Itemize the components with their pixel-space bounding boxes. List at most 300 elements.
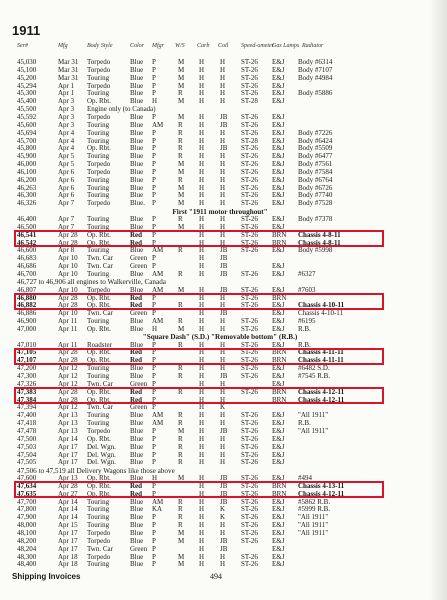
cell-serial: 45,500 xyxy=(17,105,37,114)
cell-date: Apr 17 xyxy=(58,536,78,545)
cell-speed: ST-26 xyxy=(241,120,258,129)
cell-mfgr: AM xyxy=(152,285,164,294)
cell-carb: H xyxy=(199,458,205,467)
cell-date: Apr 4 xyxy=(58,128,75,137)
cell-speed: ST-26 xyxy=(241,152,258,161)
cell-mfgr: P xyxy=(152,191,156,200)
cell-mfgr: P xyxy=(152,348,156,357)
cell-carb: H xyxy=(199,474,205,483)
cell-rad: Body #6477 xyxy=(298,152,333,161)
cell-style: Op. Rbt. xyxy=(87,324,111,333)
cell-ws: R xyxy=(178,317,183,326)
cell-rad: #6482 S.D. xyxy=(298,364,330,373)
cell-serial: 46,300 xyxy=(17,191,37,200)
cell-gas: E&J xyxy=(272,246,285,255)
cell-ws: R xyxy=(178,136,183,145)
cell-style: Touring xyxy=(87,246,110,255)
cell-mfgr: P xyxy=(152,65,156,74)
cell-rad: Body #5886 xyxy=(298,89,333,98)
cell-style: Touring xyxy=(87,175,110,184)
cell-rad: #5862 R.B. xyxy=(298,497,331,506)
cell-coil: JB xyxy=(220,497,228,506)
cell-ws: R xyxy=(178,497,183,506)
cell-carb: H xyxy=(199,317,205,326)
cell-color: Blue xyxy=(130,434,144,443)
cell-color: Red xyxy=(130,238,143,247)
cell-gas: E&J xyxy=(272,128,285,137)
table-row xyxy=(0,67,440,74)
cell-ws: R xyxy=(178,450,183,459)
cell-mfgr: P xyxy=(152,112,156,121)
cell-serial: 46,900 xyxy=(17,317,37,326)
cell-rad: Body #5998 xyxy=(298,246,333,255)
cell-gas: E&J xyxy=(272,426,285,435)
cell-style: Torpedo xyxy=(87,529,111,537)
table-row xyxy=(0,122,440,129)
cell-gas: E&J xyxy=(272,529,285,537)
cell-rad: Body #6764 xyxy=(298,175,333,184)
cell-speed: ST-26 xyxy=(241,293,258,302)
cell-date: Apr 14 xyxy=(58,513,78,522)
cell-coil: H xyxy=(220,395,226,404)
cell-speed: ST-26 xyxy=(241,81,258,90)
cell-carb: H xyxy=(199,387,205,396)
cell-carb: H xyxy=(199,481,205,490)
cell-ws: M xyxy=(178,426,185,435)
cell-ws: M xyxy=(178,183,185,192)
cell-speed: ST-26 xyxy=(241,521,258,530)
table-row xyxy=(0,475,440,482)
cell-color: Blue xyxy=(130,317,144,326)
cell-carb: H xyxy=(199,269,205,278)
cell-mfgr: P xyxy=(152,489,156,498)
cell-serial: 47,105 xyxy=(17,348,37,357)
cell-carb: H xyxy=(199,442,205,451)
cell-serial: 45,030 xyxy=(17,58,37,66)
cell-coil: JB xyxy=(220,544,228,553)
cell-style: Touring xyxy=(87,183,110,192)
cell-carb: H xyxy=(199,120,205,129)
cell-carb: H xyxy=(199,379,205,388)
cell-gas: E&J xyxy=(272,97,285,106)
cell-carb: H xyxy=(199,560,205,569)
cell-date: Mar 31 xyxy=(58,58,79,66)
cell-date: Apr 12 xyxy=(58,364,78,373)
cell-gas: E&J xyxy=(272,536,285,545)
table-note-text: First "1911 motor throughout" xyxy=(172,207,268,216)
cell-carb: H xyxy=(199,230,205,239)
cell-gas: E&J xyxy=(272,215,285,223)
cell-coil: H xyxy=(220,434,226,443)
cell-style: Torpedo xyxy=(87,426,111,435)
table-row xyxy=(0,436,440,443)
cell-mfgr: P xyxy=(152,450,156,459)
cell-rad: #494 xyxy=(298,474,312,483)
cell-carb: H xyxy=(199,215,205,223)
cell-date: Apr 17 xyxy=(58,450,78,459)
cell-date: Apr 17 xyxy=(58,442,78,451)
cell-color: Blue xyxy=(130,411,144,420)
cell-speed: ST-26 xyxy=(241,191,258,200)
cell-speed: ST-26 xyxy=(241,560,258,569)
cell-mfgr: P xyxy=(152,262,156,271)
cell-style: Torpedo xyxy=(87,112,111,121)
cell-date: Apr 6 xyxy=(58,183,75,192)
cell-serial: 47,600 xyxy=(17,474,37,483)
cell-date: Apr 14 xyxy=(58,505,78,514)
cell-serial: 46,100 xyxy=(17,167,37,176)
cell-carb: H xyxy=(199,65,205,74)
cell-rad: Body #7740 xyxy=(298,191,333,200)
cell-color: Red xyxy=(130,348,143,357)
cell-serial: 47,400 xyxy=(17,411,37,420)
cell-ws: R xyxy=(178,144,183,153)
cell-coil: JB xyxy=(220,120,228,129)
cell-color: Blue xyxy=(130,269,144,278)
cell-serial: 47,200 xyxy=(17,364,37,373)
cell-coil: H xyxy=(220,152,226,161)
cell-date: Apr 27 xyxy=(58,489,78,498)
cell-speed: ST-26 xyxy=(241,458,258,467)
cell-color: Blue xyxy=(130,450,144,459)
cell-carb: H xyxy=(199,426,205,435)
cell-date: Apr 3 xyxy=(58,105,75,114)
cell-date: Apr 7 xyxy=(58,215,75,223)
cell-color: Blue xyxy=(130,120,144,129)
cell-coil: H xyxy=(220,73,226,82)
table-row xyxy=(0,271,440,278)
cell-gas: E&J xyxy=(272,505,285,514)
cell-date: Apr 7 xyxy=(58,199,75,208)
cell-color: Blue xyxy=(130,175,144,184)
cell-gas: BRN xyxy=(272,230,287,239)
table-note-text: "Square Dash" (S.D.) "Removable bottom" (R.B.) xyxy=(142,333,298,342)
cell-mfgr: P xyxy=(152,238,156,247)
table-row xyxy=(0,381,440,388)
table-row xyxy=(0,326,440,333)
cell-style: Engine only (to Canada) xyxy=(87,105,156,114)
table-row xyxy=(0,75,440,82)
cell-ws: R xyxy=(178,340,183,349)
cell-mfgr: P xyxy=(152,293,156,302)
cell-coil: H xyxy=(220,199,226,208)
cell-style: Twn. Car xyxy=(87,544,113,553)
cell-coil: H xyxy=(220,379,226,388)
cell-serial: 46,263 xyxy=(17,183,37,192)
cell-style: Op. Rbt. xyxy=(87,348,111,357)
cell-color: Green xyxy=(130,544,148,553)
cell-mfgr: AM xyxy=(152,246,164,255)
cell-mfgr: P xyxy=(152,434,156,443)
cell-date: Apr 28 xyxy=(58,348,78,357)
cell-coil: H xyxy=(220,136,226,145)
cell-date: Apr 28 xyxy=(58,238,78,247)
cell-gas: E&J xyxy=(272,434,285,443)
cell-speed: ST-26 xyxy=(241,505,258,514)
cell-date: Apr 5 xyxy=(58,152,75,161)
cell-speed: ST-26 xyxy=(241,497,258,506)
cell-color: Blue xyxy=(130,97,144,106)
cell-gas: E&J xyxy=(272,513,285,522)
cell-color: Blue xyxy=(130,536,144,545)
column-header-style: Body Style xyxy=(87,43,113,49)
cell-carb: H xyxy=(199,450,205,459)
cell-mfgr: AM xyxy=(152,419,164,428)
cell-serial: 47,900 xyxy=(17,513,37,522)
cell-serial: 46,000 xyxy=(17,160,37,169)
cell-rad: Chassis 4-10-11 xyxy=(298,309,344,318)
cell-date: Apr 15 xyxy=(58,521,78,530)
cell-mfgr: P xyxy=(152,442,156,451)
cell-speed: ST-26 xyxy=(241,175,258,184)
cell-coil: H xyxy=(220,458,226,467)
cell-gas: E&J xyxy=(272,544,285,553)
cell-carb: H xyxy=(199,521,205,530)
table-row xyxy=(0,538,440,545)
cell-coil: JB xyxy=(220,144,228,153)
cell-ws: M xyxy=(178,536,185,545)
cell-coil: H xyxy=(220,529,226,537)
cell-color: Blue xyxy=(130,183,144,192)
cell-color: Red xyxy=(130,481,143,490)
cell-gas: E&J xyxy=(272,65,285,74)
cell-color: Green xyxy=(130,309,148,318)
cell-speed: ST-26 xyxy=(241,348,258,357)
cell-serial: 45,900 xyxy=(17,152,37,161)
cell-speed: ST-26 xyxy=(241,144,258,153)
cell-color: Red xyxy=(130,489,143,498)
cell-date: Apr 4 xyxy=(58,144,75,153)
cell-rad: Body #7378 xyxy=(298,215,333,223)
cell-serial: 47,503 xyxy=(17,442,37,451)
cell-rad: R.B. xyxy=(298,340,311,349)
cell-gas: E&J xyxy=(272,269,285,278)
cell-color: Green xyxy=(130,262,148,271)
cell-coil: H xyxy=(220,560,226,569)
cell-carb: H xyxy=(199,246,205,255)
cell-carb: H xyxy=(199,293,205,302)
cell-speed: ST-26 xyxy=(241,411,258,420)
cell-date: Apr 10 xyxy=(58,309,78,318)
cell-rad: "All 1911" xyxy=(298,521,329,530)
cell-color: Blue xyxy=(130,144,144,153)
cell-mfgr: AM xyxy=(152,317,164,326)
cell-gas: E&J xyxy=(272,73,285,82)
cell-style: Op. Rbt. xyxy=(87,489,111,498)
cell-rad: Chassis 4-11-11 xyxy=(298,356,344,365)
column-header-ws: W/S xyxy=(175,43,185,49)
cell-serial: 45,200 xyxy=(17,73,37,82)
cell-mfgr: P xyxy=(152,544,156,553)
cell-date: Mar 31 xyxy=(58,65,79,74)
cell-serial: 46,807 xyxy=(17,285,37,294)
cell-gas: E&J xyxy=(272,474,285,483)
cell-coil: H xyxy=(220,215,226,223)
cell-carb: H xyxy=(199,199,205,208)
cell-rad: #7545 R.B. xyxy=(298,372,331,380)
column-header-coil: Coil xyxy=(218,43,229,49)
cell-serial: 47,634 xyxy=(17,481,37,490)
cell-style: Touring xyxy=(87,513,110,522)
table-row-highlighted xyxy=(0,491,440,498)
cell-date: Apr 3 xyxy=(58,97,75,106)
cell-carb: H xyxy=(199,505,205,514)
column-header-gas: Gas Lamps xyxy=(272,43,300,49)
cell-speed: ST-26 xyxy=(241,199,258,208)
cell-mfgr: P xyxy=(152,364,156,373)
cell-style: Op. Rbt. xyxy=(87,434,111,443)
cell-mfgr: P xyxy=(152,426,156,435)
cell-date: Apr 11 xyxy=(58,324,78,333)
cell-serial: 48,100 xyxy=(17,529,37,537)
cell-ws: M xyxy=(178,529,185,537)
cell-ws: R xyxy=(178,411,183,420)
cell-ws: M xyxy=(178,81,185,90)
cell-style: Twn. Car xyxy=(87,379,113,388)
cell-date: Apr 28 xyxy=(58,356,78,365)
cell-gas: E&J xyxy=(272,199,285,208)
cell-serial: 47,107 xyxy=(17,356,37,365)
cell-mfgr: P xyxy=(152,481,156,490)
cell-coil: H xyxy=(220,89,226,98)
cell-color: Blue xyxy=(130,529,144,537)
cell-mfgr: P xyxy=(152,387,156,396)
cell-speed: ST-26 xyxy=(241,474,258,483)
cell-color: Blue xyxy=(130,372,144,380)
cell-date: Apr 13 xyxy=(58,426,78,435)
cell-rad: Body #6424 xyxy=(298,136,333,145)
cell-color: Blue xyxy=(130,419,144,428)
table-row xyxy=(0,59,440,66)
cell-ws: R xyxy=(178,513,183,522)
cell-style: Roadster xyxy=(87,340,112,349)
cell-mfgr: P xyxy=(152,372,156,380)
cell-date: Apr 5 xyxy=(58,160,75,169)
cell-serial: 47,700 xyxy=(17,497,37,506)
cell-gas: E&J xyxy=(272,419,285,428)
cell-date: Mar 31 xyxy=(58,73,79,82)
cell-carb: H xyxy=(199,364,205,373)
cell-coil: K xyxy=(220,505,226,514)
cell-gas: BRN xyxy=(272,356,287,365)
cell-mfgr: P xyxy=(152,144,156,153)
cell-gas: E&J xyxy=(272,89,285,98)
cell-coil: H xyxy=(220,238,226,247)
column-header-carb: Carb xyxy=(197,43,210,49)
cell-mfgr: P xyxy=(152,301,156,310)
cell-carb: H xyxy=(199,152,205,161)
table-row xyxy=(0,546,440,553)
cell-gas: E&J xyxy=(272,309,285,318)
cell-serial: 45,800 xyxy=(17,144,37,153)
cell-serial: 47,505 xyxy=(17,458,37,467)
cell-carb: H xyxy=(199,183,205,192)
cell-serial: 46,886 xyxy=(17,309,37,318)
cell-serial: 47,394 xyxy=(17,403,37,412)
cell-ws: M xyxy=(178,191,185,200)
cell-color: Green xyxy=(130,379,148,388)
cell-coil: H xyxy=(220,183,226,192)
cell-coil: H xyxy=(220,58,226,66)
cell-color: Blue xyxy=(130,497,144,506)
cell-rad: Body #7528 xyxy=(298,199,333,208)
cell-color: Red xyxy=(130,230,143,239)
cell-style: Del. Wgn. xyxy=(87,458,116,467)
cell-gas: BRN xyxy=(272,481,287,490)
cell-date: Apr 28 xyxy=(58,481,78,490)
cell-date: Apr 13 xyxy=(58,411,78,420)
cell-ws: R xyxy=(178,364,183,373)
cell-coil: H xyxy=(220,167,226,176)
cell-speed: ST-26 xyxy=(241,246,258,255)
cell-date: Apr 3 xyxy=(58,112,75,121)
cell-coil: JB xyxy=(220,536,228,545)
cell-rad: Chassis 4-12-11 xyxy=(298,395,345,404)
cell-gas: BRN xyxy=(272,395,287,404)
cell-rad: Chassis 4-13-11 xyxy=(298,481,345,490)
cell-mfgr: KA xyxy=(152,505,163,514)
cell-style: Op. Rbt. xyxy=(87,481,111,490)
cell-mfgr: P xyxy=(152,183,156,192)
cell-color: Blue xyxy=(130,285,144,294)
cell-coil: H xyxy=(220,324,226,333)
cell-coil: H xyxy=(220,301,226,310)
cell-coil: H xyxy=(220,340,226,349)
cell-carb: H xyxy=(199,340,205,349)
cell-gas: E&J xyxy=(272,175,285,184)
table-row xyxy=(0,561,440,568)
cell-speed: ST-26 xyxy=(241,356,258,365)
cell-mfgr: AM xyxy=(152,120,164,129)
cell-serial: 47,383 xyxy=(17,387,37,396)
cell-rad: "All 1911" xyxy=(298,426,329,435)
cell-coil: JB xyxy=(220,309,228,318)
cell-color: Blue xyxy=(130,521,144,530)
cell-carb: H xyxy=(199,411,205,420)
cell-carb: H xyxy=(199,191,205,200)
cell-rad: R.B. xyxy=(298,324,311,333)
cell-serial: 48,000 xyxy=(17,521,37,530)
cell-ws: M xyxy=(178,285,185,294)
cell-serial: 47,384 xyxy=(17,395,37,404)
column-header-color: Color xyxy=(130,43,145,49)
cell-style: Torpedo xyxy=(87,81,111,90)
table-row xyxy=(0,200,440,207)
cell-carb: H xyxy=(199,309,205,318)
cell-date: Apr 11 xyxy=(58,317,78,326)
column-header-date: Mfg xyxy=(58,43,68,49)
cell-gas: E&J xyxy=(272,372,285,380)
cell-coil: H xyxy=(220,387,226,396)
cell-gas: E&J xyxy=(272,364,285,373)
table-row-highlighted xyxy=(0,389,440,396)
table-row xyxy=(0,444,440,451)
cell-speed: ST-26 xyxy=(241,513,258,522)
table-row xyxy=(0,224,440,231)
cell-mfgr: P xyxy=(152,89,156,98)
cell-rad: Chassis 4-8-11 xyxy=(298,238,341,247)
cell-carb: H xyxy=(199,81,205,90)
cell-ws: R xyxy=(178,458,183,467)
cell-mfgr: P xyxy=(152,128,156,137)
cell-style: Touring xyxy=(87,505,110,514)
cell-mfgr: P xyxy=(152,513,156,522)
cell-serial: 47,635 xyxy=(17,489,37,498)
cell-carb: H xyxy=(199,136,205,145)
cell-mfgr: H xyxy=(152,97,158,106)
cell-color: Blue xyxy=(130,364,144,373)
cell-gas: E&J xyxy=(272,552,285,561)
